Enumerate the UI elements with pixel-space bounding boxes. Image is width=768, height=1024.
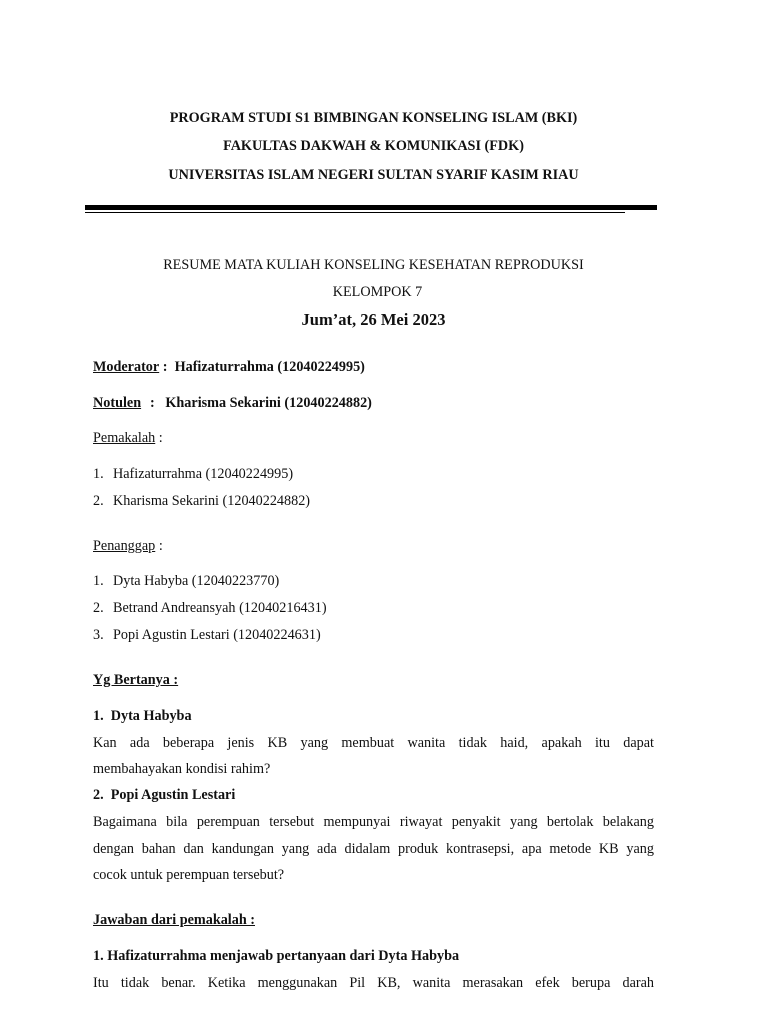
list-item xyxy=(93,599,654,617)
header-divider-thick xyxy=(85,205,657,210)
header-program: PROGRAM STUDI S1 BIMBINGAN KONSELING ISLAM (BKI) xyxy=(169,110,578,126)
pemakalah-heading xyxy=(93,429,654,447)
question-2-line-2: dengan bahan dan kandungan yang ada didalam produk kontrasepsi, apa metode KB yang xyxy=(93,841,654,857)
list-item xyxy=(93,572,654,590)
list-number: 2. xyxy=(93,493,104,509)
header-divider-thin xyxy=(85,212,625,214)
moderator-value: Hafizaturrahma (12040224995) xyxy=(174,359,365,375)
question-2-name: 2. Popi Agustin Lestari xyxy=(93,787,236,803)
kelompok-title xyxy=(93,283,654,301)
moderator-separator: : xyxy=(159,359,175,375)
jawaban-heading: Jawaban dari pemakalah : xyxy=(93,912,255,928)
notulen-label: Notulen xyxy=(93,395,142,411)
list-number: 3. xyxy=(93,627,104,643)
question-1-name: 1. Dyta Habyba xyxy=(93,708,192,724)
penanggap-heading xyxy=(93,537,654,555)
list-number: 1. xyxy=(93,466,104,482)
list-text: Popi Agustin Lestari (12040224631) xyxy=(113,627,321,643)
bertanya-heading: Yg Bertanya : xyxy=(93,672,179,688)
pemakalah-separator: : xyxy=(155,430,163,446)
kelompok-label: KELOMPOK 7 xyxy=(332,284,423,300)
list-number: 1. xyxy=(93,573,104,589)
header-faculty: FAKULTAS DAKWAH & KOMUNIKASI (FDK) xyxy=(223,138,524,154)
question-1-line-2: membahayakan kondisi rahim? xyxy=(93,761,271,777)
notulen-separator: : xyxy=(150,395,166,411)
penanggap-label: Penanggap xyxy=(93,538,156,554)
notulen-value: Kharisma Sekarini (12040224882) xyxy=(165,395,372,411)
answer-1-title: 1. Hafizaturrahma menjawab pertanyaan dari Dyta Habyba xyxy=(93,948,460,964)
list-text: Hafizaturrahma (12040224995) xyxy=(113,466,294,482)
list-item xyxy=(93,492,654,510)
moderator-label: Moderator xyxy=(93,359,160,375)
pemakalah-label: Pemakalah xyxy=(93,430,156,446)
list-text: Betrand Andreansyah (12040216431) xyxy=(113,600,327,616)
question-1-line-1: Kan ada beberapa jenis KB yang membuat wanita tidak haid, apakah itu dapat xyxy=(93,735,654,751)
list-item xyxy=(93,626,654,644)
list-number: 2. xyxy=(93,600,104,616)
moderator-row xyxy=(93,358,654,376)
header-university: UNIVERSITAS ISLAM NEGERI SULTAN SYARIF KASIM RIAU xyxy=(168,167,579,183)
list-text: Dyta Habyba (12040223770) xyxy=(113,573,280,589)
list-text: Kharisma Sekarini (12040224882) xyxy=(113,493,311,509)
penanggap-separator: : xyxy=(155,538,163,554)
date-title: Jum’at, 26 Mei 2023 xyxy=(301,310,446,329)
resume-title: RESUME MATA KULIAH KONSELING KESEHATAN REPRODUKSI xyxy=(163,257,584,273)
question-2-line-3: cocok untuk perempuan tersebut? xyxy=(93,867,285,883)
answer-1-line-1: Itu tidak benar. Ketika menggunakan Pil KB, wanita merasakan efek berupa darah xyxy=(93,975,654,991)
list-item xyxy=(93,465,654,483)
question-2-line-1: Bagaimana bila perempuan tersebut mempunyai riwayat penyakit yang bertolak belakang xyxy=(93,814,654,830)
notulen-row xyxy=(93,394,654,412)
